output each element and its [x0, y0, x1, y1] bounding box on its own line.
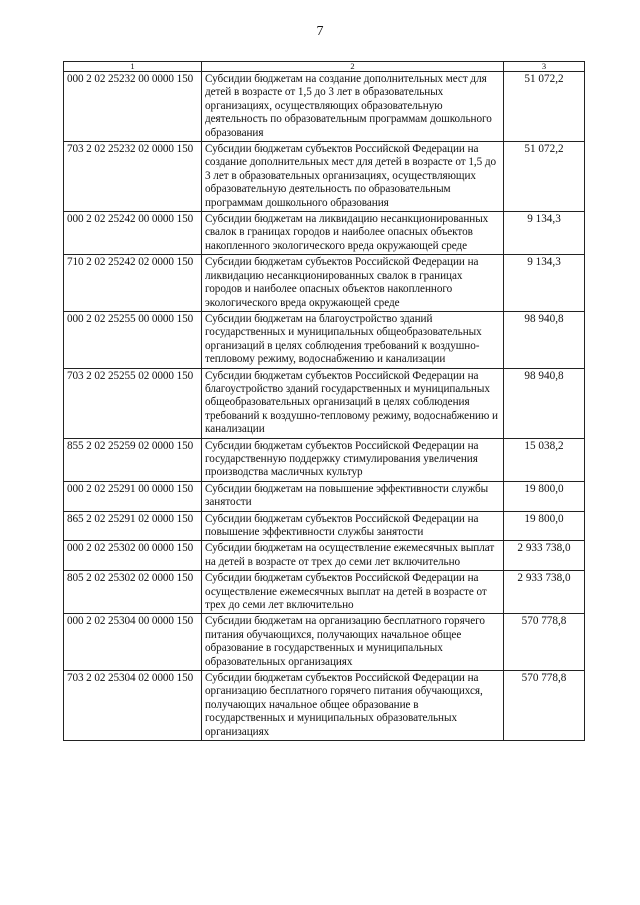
row-amount: 98 940,8 — [504, 311, 585, 368]
row-description: Субсидии бюджетам на создание дополнительных мест для детей в возрасте от 1,5 до 3 лет в образовательных организациях, осуществляющих образовательную деятельность по образовательным программам дошкольного образования — [202, 72, 504, 142]
row-description: Субсидии бюджетам субъектов Российской Федерации на осуществление ежемесячных выплат на детей в возрасте от трех до семи лет включительно — [202, 571, 504, 614]
table-row — [64, 571, 585, 614]
row-amount: 98 940,8 — [504, 368, 585, 438]
table-row — [64, 72, 585, 142]
budget-table — [63, 61, 585, 741]
table-row — [64, 614, 585, 671]
row-description: Субсидии бюджетам на организацию бесплатного горячего питания обучающихся, получающих начальное общее образование в государственных и муниципальных образовательных организациях — [202, 614, 504, 671]
row-amount: 570 778,8 — [504, 671, 585, 741]
table-row — [64, 142, 585, 212]
row-amount: 15 038,2 — [504, 438, 585, 481]
table-header-row — [64, 62, 585, 72]
row-code: 000 2 02 25304 00 0000 150 — [64, 614, 202, 671]
row-description: Субсидии бюджетам на ликвидацию несанкционированных свалок в границах городов и наиболее опасных объектов накопленного экологического вреда окружающей среде — [202, 212, 504, 255]
table-row — [64, 541, 585, 571]
row-code: 865 2 02 25291 02 0000 150 — [64, 511, 202, 541]
table-row — [64, 311, 585, 368]
row-code: 000 2 02 25302 00 0000 150 — [64, 541, 202, 571]
row-amount: 570 778,8 — [504, 614, 585, 671]
row-code: 805 2 02 25302 02 0000 150 — [64, 571, 202, 614]
row-code: 710 2 02 25242 02 0000 150 — [64, 255, 202, 312]
table-row — [64, 212, 585, 255]
row-amount: 2 933 738,0 — [504, 571, 585, 614]
row-description: Субсидии бюджетам субъектов Российской Федерации на благоустройство зданий государственных и муниципальных общеобразовательных организаций в целях соблюдения требований к воздушно-тепловому режиму, водоснабжению и канализации — [202, 368, 504, 438]
row-description: Субсидии бюджетам на осуществление ежемесячных выплат на детей в возрасте от трех до семи лет включительно — [202, 541, 504, 571]
column-header-amount: 3 — [504, 62, 585, 72]
row-amount: 19 800,0 — [504, 511, 585, 541]
row-amount: 2 933 738,0 — [504, 541, 585, 571]
row-description: Субсидии бюджетам субъектов Российской Федерации на ликвидацию несанкционированных свалок в границах городов и наиболее опасных объектов накопленного экологического вреда окружающей среде — [202, 255, 504, 312]
row-description: Субсидии бюджетам субъектов Российской Федерации на повышение эффективности службы занятости — [202, 511, 504, 541]
table-row — [64, 511, 585, 541]
table-row — [64, 671, 585, 741]
table-row — [64, 255, 585, 312]
row-amount: 51 072,2 — [504, 72, 585, 142]
row-code: 000 2 02 25232 00 0000 150 — [64, 72, 202, 142]
row-description: Субсидии бюджетам на повышение эффективности службы занятости — [202, 481, 504, 511]
row-description: Субсидии бюджетам субъектов Российской Федерации на государственную поддержку стимулирования увеличения производства масличных культур — [202, 438, 504, 481]
row-description: Субсидии бюджетам субъектов Российской Федерации на создание дополнительных мест для детей в возрасте от 1,5 до 3 лет в образовательных организациях, осуществляющих образовательную деятельность по образовательным программам дошкольного образования — [202, 142, 504, 212]
row-amount: 9 134,3 — [504, 255, 585, 312]
column-header-code: 1 — [64, 62, 202, 72]
page-number: 7 — [316, 24, 324, 39]
row-amount: 51 072,2 — [504, 142, 585, 212]
row-code: 000 2 02 25242 00 0000 150 — [64, 212, 202, 255]
row-code: 000 2 02 25291 00 0000 150 — [64, 481, 202, 511]
table-row — [64, 438, 585, 481]
table-row — [64, 368, 585, 438]
row-code: 703 2 02 25232 02 0000 150 — [64, 142, 202, 212]
row-code: 000 2 02 25255 00 0000 150 — [64, 311, 202, 368]
table-row — [64, 481, 585, 511]
column-header-description: 2 — [202, 62, 504, 72]
row-code: 703 2 02 25255 02 0000 150 — [64, 368, 202, 438]
row-amount: 19 800,0 — [504, 481, 585, 511]
row-description: Субсидии бюджетам субъектов Российской Федерации на организацию бесплатного горячего питания обучающихся, получающих начальное общее образование в государственных и муниципальных образовательных организациях — [202, 671, 504, 741]
row-description: Субсидии бюджетам на благоустройство зданий государственных и муниципальных общеобразовательных организаций в целях соблюдения требований к воздушно-тепловому режиму, водоснабжению и канализации — [202, 311, 504, 368]
row-amount: 9 134,3 — [504, 212, 585, 255]
row-code: 855 2 02 25259 02 0000 150 — [64, 438, 202, 481]
row-code: 703 2 02 25304 02 0000 150 — [64, 671, 202, 741]
